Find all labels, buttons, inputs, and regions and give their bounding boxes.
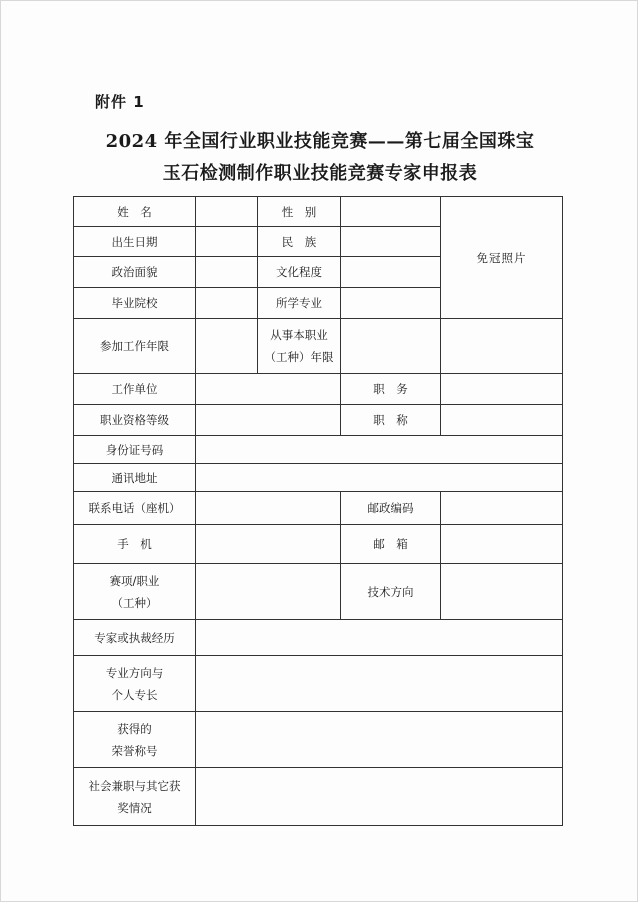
label-political-status: 政治面貌 — [74, 257, 196, 288]
label-title-rank: 职 称 — [341, 405, 441, 436]
label-specialty-line-1: 专业方向与 — [105, 665, 164, 680]
field-occupation-years[interactable] — [341, 319, 441, 374]
label-occupation-years-line-2: （工种）年限 — [264, 350, 334, 364]
field-graduate-school[interactable] — [196, 288, 258, 319]
label-specialty — [74, 656, 196, 712]
label-event-line-2: （工种） — [111, 595, 158, 610]
label-position: 职 务 — [341, 374, 441, 405]
field-honors[interactable] — [196, 712, 563, 768]
label-birth-date: 出生日期 — [74, 227, 196, 257]
label-event-line-1: 赛项/职业 — [109, 573, 160, 588]
label-occupation-years-line-1: 从事本职业 — [270, 328, 328, 342]
label-ethnicity: 民 族 — [258, 227, 341, 257]
title-line-1: 2024 年全国行业职业技能竞赛——第七届全国珠宝 — [105, 131, 535, 152]
photo-box[interactable]: 免冠照片 — [441, 197, 563, 319]
label-qualification-level: 职业资格等级 — [74, 405, 196, 436]
field-other-positions-awards[interactable] — [196, 768, 563, 826]
field-tech-direction[interactable] — [441, 564, 563, 620]
field-specialty[interactable] — [196, 656, 563, 712]
label-other-line-1: 社会兼职与其它获 — [88, 778, 181, 793]
field-id-number[interactable] — [196, 436, 563, 464]
label-event — [74, 564, 196, 620]
label-expert-experience: 专家或执裁经历 — [74, 620, 196, 656]
field-email[interactable] — [441, 525, 563, 564]
field-education-level[interactable] — [341, 257, 441, 288]
label-tech-direction: 技术方向 — [341, 564, 441, 620]
label-honors-line-2: 荣誉称号 — [111, 743, 158, 758]
field-address[interactable] — [196, 464, 563, 492]
field-political-status[interactable] — [196, 257, 258, 288]
field-event[interactable] — [196, 564, 341, 620]
label-name: 姓 名 — [74, 197, 196, 227]
label-honors — [74, 712, 196, 768]
label-specialty-line-2: 个人专长 — [111, 687, 158, 702]
label-education-level: 文化程度 — [258, 257, 341, 288]
field-title-rank[interactable] — [441, 405, 563, 436]
field-qualification-level[interactable] — [196, 405, 341, 436]
label-mobile: 手 机 — [74, 525, 196, 564]
field-name[interactable] — [196, 197, 258, 227]
label-occupation-years — [258, 319, 341, 374]
label-postal-code: 邮政编码 — [341, 492, 441, 525]
title-line-2: 玉石检测制作职业技能竞赛专家申报表 — [162, 163, 478, 184]
field-employer[interactable] — [196, 374, 341, 405]
attachment-label: 附件 1 — [95, 93, 145, 111]
label-email: 邮 箱 — [341, 525, 441, 564]
label-gender: 性 别 — [258, 197, 341, 227]
label-employer: 工作单位 — [74, 374, 196, 405]
field-major[interactable] — [341, 288, 441, 319]
field-postal-code[interactable] — [441, 492, 563, 525]
label-honors-line-1: 获得的 — [117, 721, 152, 736]
field-position[interactable] — [441, 374, 563, 405]
field-expert-experience[interactable] — [196, 620, 563, 656]
application-form — [73, 196, 563, 826]
label-work-years: 参加工作年限 — [74, 319, 196, 374]
label-landline: 联系电话（座机） — [74, 492, 196, 525]
label-graduate-school: 毕业院校 — [74, 288, 196, 319]
field-landline[interactable] — [196, 492, 341, 525]
field-ethnicity[interactable] — [341, 227, 441, 257]
label-major: 所学专业 — [258, 288, 341, 319]
field-birth-date[interactable] — [196, 227, 258, 257]
label-other-positions-awards — [74, 768, 196, 826]
field-work-years[interactable] — [196, 319, 258, 374]
field-photo-lower — [441, 319, 563, 374]
label-other-line-2: 奖情况 — [117, 800, 152, 815]
field-mobile[interactable] — [196, 525, 341, 564]
field-gender[interactable] — [341, 197, 441, 227]
label-address: 通讯地址 — [74, 464, 196, 492]
label-id-number: 身份证号码 — [74, 436, 196, 464]
